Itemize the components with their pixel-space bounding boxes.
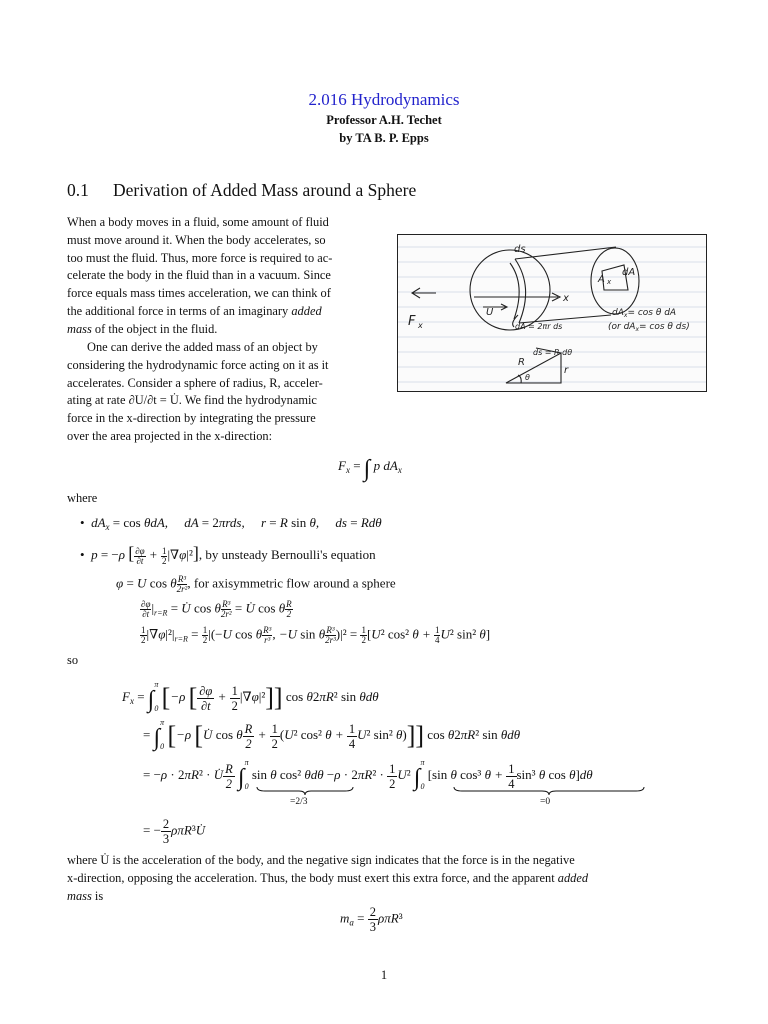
gradient-eq: $\frac{1}{2}$ $|\nabla\varphi|^2|_{r=R}$ = $\frac{1}{2}$ |(−U cos θ $\frac{\text{R³}}{\text{r³}}$ , −U sin θ $\frac{\text{R³}}{\text{2r³}}$ )|² = $\frac{1}{2}$ [U² cos² θ + $\frac{1}{4}$ U² sin² θ] bbox=[141, 625, 491, 645]
derivation-line-1: $F_x = \int_0^\pi$ [−ρ [ $\frac{\partial\varphi}{\partial t}$ + $\frac{1}{2}$ |∇φ|²]] cos θ2πR² sin θdθ bbox=[122, 680, 379, 713]
added-italic: added bbox=[291, 303, 322, 318]
text-line: accelerates. Consider a sphere of radius, R, acceler- bbox=[67, 375, 323, 390]
text-line: too must the fluid. Thus, more force is required to ac- bbox=[67, 250, 333, 265]
x-label: x bbox=[563, 293, 569, 304]
derivation-line-2: = $\int_0^\pi$ [−ρ [U̇ cos θ $\frac{R}{2}$ + $\frac{1}{2}$ (U² cos² θ + $\frac{1}{4}$ U² sin² θ)]] cos θ2πR² sin θdθ bbox=[143, 718, 521, 751]
section-title: Derivation of Added Mass around a Sphere bbox=[113, 180, 417, 200]
text-line: force equals mass times acceleration, we can think of bbox=[67, 286, 331, 301]
ds-eq: ds = R dθ bbox=[533, 348, 573, 357]
mass-italic: mass bbox=[67, 321, 92, 336]
potential-derivative-eq: $\frac{\partial\varphi}{\partial t}$ $|_{r=R}$ = U̇ cos θ $\frac{\text{R³}}{\text{2r²}}$ = U̇ cos θ $\frac{R}{2}$ bbox=[141, 599, 292, 619]
dax-eq: $dA_x= \cos \theta$ dA bbox=[612, 308, 677, 319]
professor-line: Professor A.H. Techet bbox=[326, 113, 442, 127]
where-label: where bbox=[67, 491, 98, 505]
so-label: so bbox=[67, 653, 79, 667]
svg-text:x: x bbox=[418, 321, 423, 330]
added-mass-eq: $m_a$ = $\frac{2}{3}$ ρπR³ bbox=[340, 905, 403, 934]
triangle bbox=[506, 353, 561, 383]
da-label: dA bbox=[622, 267, 636, 278]
text-line: must move around it. When the body accelerates, so bbox=[67, 232, 326, 247]
sphere-sketch-figure bbox=[397, 234, 707, 392]
svg-text:x: x bbox=[607, 278, 612, 286]
underbrace-b bbox=[452, 786, 646, 796]
text-line: ating at rate ∂U/∂t = U̇. We find the hydrodynamic bbox=[67, 393, 317, 408]
section-heading bbox=[67, 180, 416, 201]
dax-alt: (or $dA_x= \cos \theta$ ds) bbox=[608, 322, 690, 333]
section-number: 0.1 bbox=[67, 180, 89, 200]
page-number: 1 bbox=[380, 968, 388, 982]
potential-eq: φ = U cos θ $\frac{\text{R³}}{\text{2r²}}$ , for axisymmetric flow around a sphere bbox=[116, 574, 396, 594]
r-big-label: R bbox=[518, 357, 525, 368]
u-label: U bbox=[486, 307, 494, 318]
text-line: mass of the object in the fluid. bbox=[67, 321, 218, 336]
conclusion-paragraph bbox=[67, 852, 701, 905]
text-line: mass is bbox=[67, 888, 104, 903]
text-line: When a body moves in a fluid, some amount of fluid bbox=[67, 215, 329, 229]
text-line: force in the x-direction by integrating the pressure bbox=[67, 411, 316, 426]
text-line: x-direction, opposing the acceleration. Thus, the body must exert this extra force, and the apparent added bbox=[67, 870, 589, 885]
bullet-pressure-eq: • p = −ρ [ $\frac{\partial\varphi}{\partial t}$ + $\frac{1}{2}$ |∇φ|²], by unsteady Bernoulli's equation bbox=[80, 543, 376, 566]
dA-eq: dA = 2πr ds bbox=[515, 322, 563, 331]
brace-a-label: =2/3 bbox=[290, 797, 308, 807]
intro-paragraph bbox=[67, 214, 387, 339]
text-line: the additional force in terms of an imaginary added bbox=[67, 303, 322, 318]
derivation-result: = − $\frac{2}{3}$ ρπR³U̇ bbox=[143, 817, 206, 846]
sphere-band bbox=[510, 263, 519, 319]
text-line: over the area projected in the x-direction: bbox=[67, 428, 273, 443]
force-integral-eq: $F_x$ = ∫ p $dA_x$ bbox=[338, 456, 402, 482]
theta-label: θ bbox=[525, 373, 530, 382]
text-line: where U̇ is the acceleration of the body, and the negative sign indicates that the force is in the negative bbox=[67, 853, 575, 867]
ta-line: by TA B. P. Epps bbox=[339, 131, 429, 145]
ds-label: ds bbox=[514, 244, 526, 255]
second-paragraph bbox=[67, 339, 387, 446]
sphere-sketch bbox=[398, 235, 707, 392]
r-small-label: r bbox=[564, 365, 569, 376]
brace-b-label: =0 bbox=[540, 797, 551, 807]
ax-label: A bbox=[598, 274, 605, 285]
text-line: One can derive the added mass of an object by bbox=[87, 340, 318, 354]
underbrace-a bbox=[255, 786, 355, 796]
text-line: celerate the body in the fluid than in a vacuum. Since bbox=[67, 268, 331, 283]
course-title: 2.016 Hydrodynamics bbox=[308, 90, 460, 109]
fx-label: F bbox=[408, 314, 416, 329]
bullet-area-eq: • $dA_x = \cos \theta dA$, dA = 2πrds, r = R sin θ, ds = Rdθ bbox=[80, 515, 382, 532]
derivation-line-3: = −ρ · 2πR² · U̇ $\frac{R}{2}$ $\int_0^\pi$ sin θ cos² θdθ −ρ · 2πR² · $\frac{1}{2}$ U² $\int_0^\pi$ [sin θ cos³ θ + $\frac{1}{4}$ sin³ θ cos θ]dθ bbox=[143, 758, 593, 791]
text-line: considering the hydrodynamic force acting on it as it bbox=[67, 357, 329, 372]
